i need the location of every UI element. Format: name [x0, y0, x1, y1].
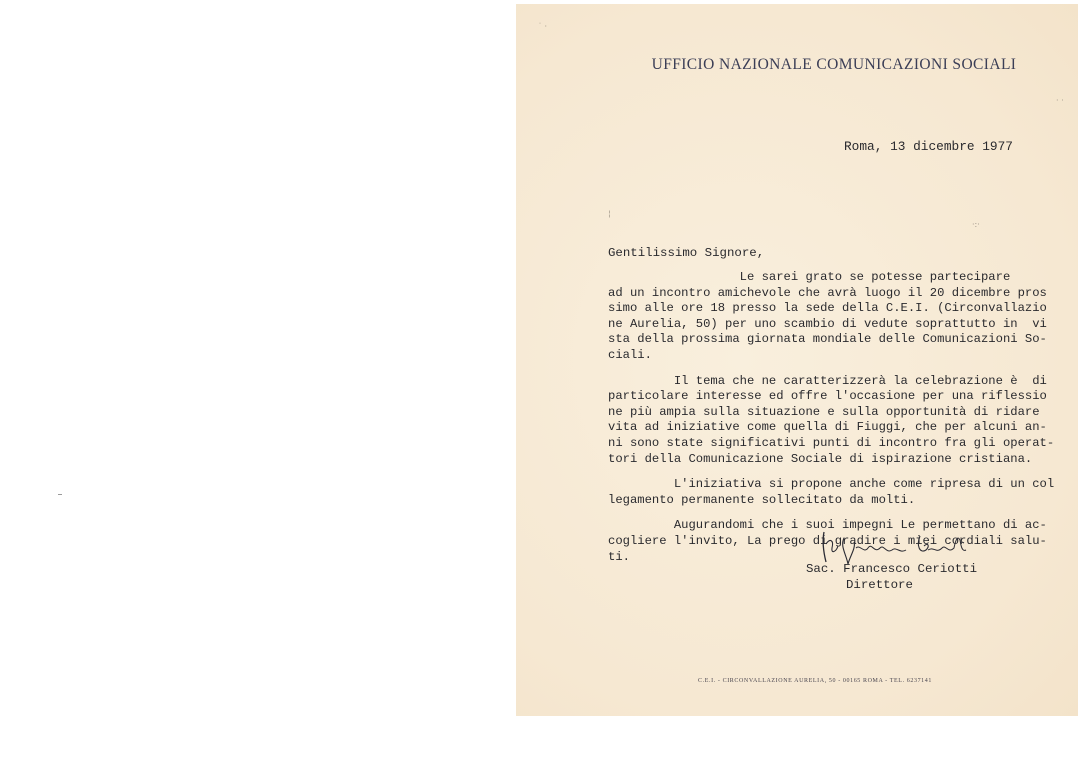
- paper-blemish: · ·: [1056, 96, 1064, 105]
- body-line: L'iniziativa si propone anche come ripresa di un col: [608, 477, 1055, 492]
- salutation: Gentilissimo Signore,: [608, 246, 765, 260]
- body-line: sta della prossima giornata mondiale delle Comunicazioni So-: [608, 332, 1047, 347]
- body-line: cogliere l'invito, La prego di gradire i miei cordiali salu-: [608, 533, 1047, 548]
- paper-blemish: ˙ ·: [538, 22, 548, 31]
- body-line: legamento permanente sollecitato da molti.: [608, 492, 916, 507]
- letterhead-footer: C.E.I. - CIRCONVALLAZIONE AURELIA, 50 - 00165 ROMA - TEL. 6237141: [698, 678, 932, 684]
- body-line: tori della Comunicazione Sociale di ispirazione cristiana.: [608, 451, 1033, 466]
- paper-blemish: ¦: [608, 209, 611, 218]
- letter-body: [608, 270, 1055, 565]
- signer-name: Sac. Francesco Ceriotti: [806, 562, 978, 576]
- body-line: Le sarei grato se potesse partecipare: [608, 270, 1011, 284]
- body-line: ad un incontro amichevole che avrà luogo il 20 dicembre pros: [608, 285, 1047, 300]
- paper-blemish: ·:·: [972, 220, 980, 229]
- letter-page: [516, 4, 1078, 716]
- body-line: vita ad iniziative come quella di Fiuggi, che per alcuni an-: [608, 420, 1047, 435]
- body-line: Augurandomi che i suoi impegni Le permettano di ac-: [608, 518, 1047, 533]
- letterhead: UFFICIO NAZIONALE COMUNICAZIONI SOCIALI: [651, 56, 1017, 73]
- body-line: simo alle ore 18 presso la sede della C.E.I. (Circonvallazio: [608, 301, 1047, 316]
- scan-artifact: [58, 494, 62, 495]
- body-line: Il tema che ne caratterizzerà la celebrazione è di: [608, 373, 1047, 388]
- signer-title: Direttore: [846, 578, 913, 592]
- body-line: ti.: [608, 549, 630, 564]
- letter-date: Roma, 13 dicembre 1977: [844, 139, 1013, 154]
- body-line: ne più ampia sulla situazione e sulla opportunità di ridare: [608, 404, 1040, 419]
- body-line: ciali.: [608, 347, 652, 362]
- body-line: particolare interesse ed offre l'occasione per una riflessio: [608, 389, 1047, 404]
- body-line: ne Aurelia, 50) per uno scambio di vedute soprattutto in vi: [608, 316, 1047, 331]
- body-line: ni sono state significativi punti di incontro fra gli operat-: [608, 435, 1055, 450]
